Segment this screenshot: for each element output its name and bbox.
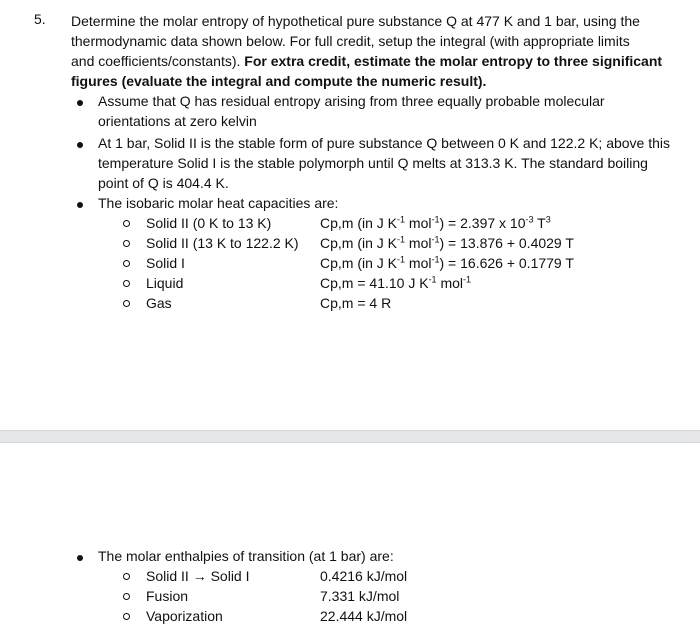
question-line [71, 71, 681, 91]
extra-credit-text: figures (evaluate the integral and compute the numeric result). [71, 73, 487, 89]
enthalpy-row: Solid II → Solid I 0.4216 kJ/mol [0, 566, 700, 586]
residual-entropy-note: Assume that Q has residual entropy arising from three equally probable molecular orientations at zero kelvin [98, 93, 605, 129]
circle-bullet-icon [123, 593, 130, 600]
circle-bullet-icon [123, 613, 130, 620]
heat-capacity-row: Solid I Cp,m (in J $K^{-1}$ mol$^{-1}$) = 16.626 + 0.1779 T [0, 253, 700, 273]
circle-bullet-icon [123, 220, 130, 227]
enthalpy-panel [0, 442, 700, 633]
heat-capacity-row: Solid II (0 K to 13 K) Cp,m (in J $K^{-1}$ mol$^{-1}$) = 2.397 x $10^{-3}$ $T^3$ [0, 213, 700, 233]
circle-bullet-icon [123, 280, 130, 287]
question-line: thermodynamic data shown below. For full credit, setup the integral (with appropriate limits [71, 33, 630, 49]
enthalpy-row: Fusion 7.331 kJ/mol [0, 586, 700, 606]
question-line: Determine the molar entropy of hypothetical pure substance Q at 477 K and 1 bar, using the [71, 13, 640, 29]
heat-capacity-row: Gas Cp,m = 4 R [0, 293, 700, 313]
enthalpy-title: The molar enthalpies of transition (at 1 bar) are: [98, 548, 394, 564]
question-number: 5. [34, 11, 46, 27]
heat-capacity-row: Solid II (13 K to 122.2 K) Cp,m (in J $K^{-1}$ mol$^{-1}$) = 13.876 + 0.4029 T [0, 233, 700, 253]
enthalpy-row: Vaporization 22.444 kJ/mol [0, 606, 700, 626]
question-line: and coefficients/constants). For extra credit, estimate the molar entropy to three significant [71, 53, 663, 69]
heat-capacity-title: The isobaric molar heat capacities are: [98, 195, 339, 211]
circle-bullet-icon [123, 573, 130, 580]
circle-bullet-icon [123, 300, 130, 307]
extra-credit-text: For extra credit, estimate the molar entropy to three significant [244, 53, 663, 69]
heat-capacity-row: Liquid Cp,m = 41.10 J $K^{-1}$ mol$^{-1}$ [0, 273, 700, 293]
question-text [71, 11, 681, 91]
circle-bullet-icon [123, 260, 130, 267]
circle-bullet-icon [123, 240, 130, 247]
phase-info-note: At 1 bar, Solid II is the stable form of pure substance Q between 0 K and 122.2 K; above this temperature Solid I is the stable polymorph until Q melts at 313.3 K. The standard boiling point of Q is 404.4 K. [98, 135, 671, 191]
